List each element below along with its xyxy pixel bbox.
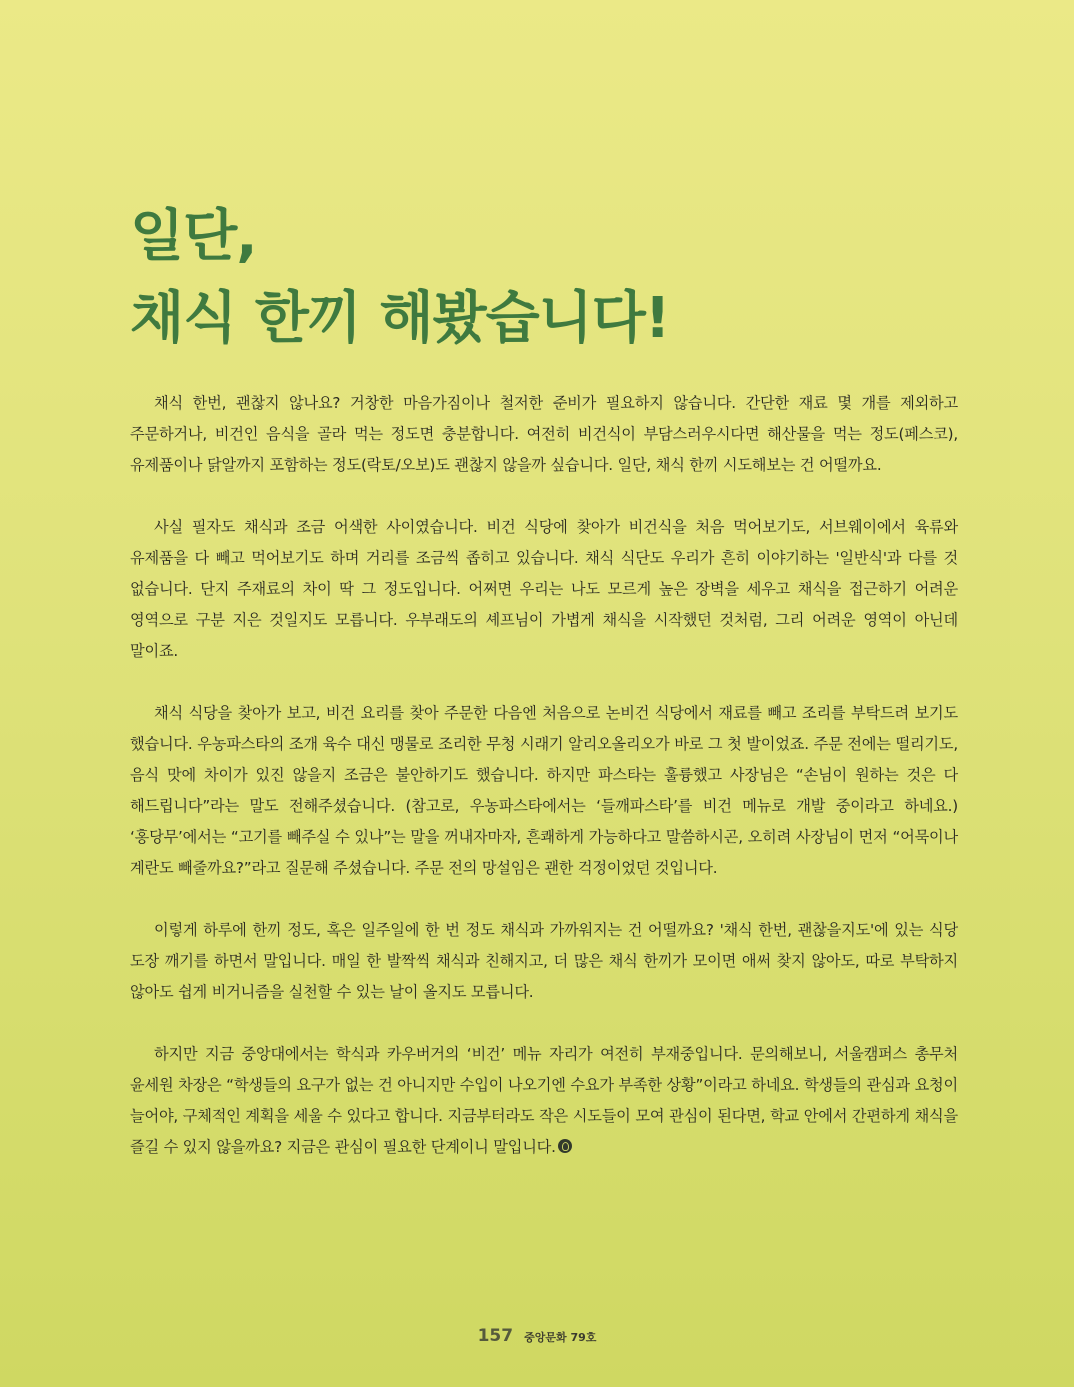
paragraph-1: 채식 한번, 괜찮지 않나요? 거창한 마음가짐이나 철저한 준비가 필요하지 않습니다. 간단한 재료 몇 개를 제외하고 주문하거나, 비건인 음식을 골라 먹는 정도면 충분합니다. 여전히 비건식이 부담스러우시다면 해산물을 먹는 정도(페스코), 유제품이나 닭알까지 포함하는 정도(락토/오보)도 괜찮지 않을까 싶습니다. 일단, 채식 한끼 시도해보는 건 어떨까요. xyxy=(130,394,958,474)
headline-line-1: 일단, xyxy=(130,204,257,269)
paragraph-4: 이렇게 하루에 한끼 정도, 혹은 일주일에 한 번 정도 채식과 가까워지는 건 어떨까요? '채식 한번, 괜찮을지도'에 있는 식당 도장 깨기를 하면서 말입니다. 매일 한 발짝씩 채식과 친해지고, 더 많은 채식 한끼가 모이면 애써 찾지 않아도, 따로 부탁하지 않아도 쉽게 비거니즘을 실천할 수 있는 날이 올지도 모릅니다. xyxy=(130,921,958,1001)
end-mark-icon xyxy=(558,1139,572,1153)
article-headline xyxy=(130,196,669,360)
page-number: 157 xyxy=(477,1326,514,1346)
magazine-issue: 중앙문화 79호 xyxy=(524,1331,597,1344)
headline-line-2: 채식 한끼 해봤습니다! xyxy=(130,286,670,351)
paragraph-5 xyxy=(130,1039,958,1163)
paragraph-2: 사실 필자도 채식과 조금 어색한 사이였습니다. 비건 식당에 찾아가 비건식을 처음 먹어보기도, 서브웨이에서 육류와 유제품을 다 빼고 먹어보기도 하며 거리를 조금씩 좁히고 있습니다. 채식 식단도 우리가 흔히 이야기하는 '일반식'과 다를 것 없습니다. 단지 주재료의 차이 딱 그 정도입니다. 어쩌면 우리는 나도 모르게 높은 장벽을 세우고 채식을 접근하기 어려운 영역으로 구분 지은 것일지도 모릅니다. 우부래도의 셰프님이 가볍게 채식을 시작했던 것처럼, 그리 어려운 영역이 아닌데 말이죠. xyxy=(130,518,958,660)
article-body xyxy=(130,388,958,1194)
page-footer xyxy=(0,1326,1074,1346)
paragraph-3: 채식 식당을 찾아가 보고, 비건 요리를 찾아 주문한 다음엔 처음으로 논비건 식당에서 재료를 빼고 조리를 부탁드려 보기도 했습니다. 우농파스타의 조개 육수 대신 맹물로 조리한 무청 시래기 알리오올리오가 바로 그 첫 발이었죠. 주문 전에는 떨리기도, 음식 맛에 차이가 있진 않을지 조금은 불안하기도 했습니다. 하지만 파스타는 훌륭했고 사장님은 “손님이 원하는 것은 다 해드립니다”라는 말도 전해주셨습니다. (참고로, 우농파스타에서는 ‘들깨파스타’를 비건 메뉴로 개발 중이라고 하네요.) ‘홍당무’에서는 “고기를 빼주실 수 있나”는 말을 꺼내자마자, 흔쾌하게 가능하다고 말씀하시곤, 오히려 사장님이 먼저 “어묵이나 계란도 빼줄까요?”라고 질문해 주셨습니다. 주문 전의 망설임은 괜한 걱정이었던 것입니다. xyxy=(130,704,958,877)
paragraph-5-text: 하지만 지금 중앙대에서는 학식과 카우버거의 ‘비건’ 메뉴 자리가 여전히 부재중입니다. 문의해보니, 서울캠퍼스 총무처 윤세원 차장은 “학생들의 요구가 없는 건 아니지만 수입이 나오기엔 수요가 부족한 상황”이라고 하네요. 학생들의 관심과 요청이 늘어야, 구체적인 계획을 세울 수 있다고 합니다. 지금부터라도 작은 시도들이 모여 관심이 된다면, 학교 안에서 간편하게 채식을 즐길 수 있지 않을까요? 지금은 관심이 필요한 단계이니 말입니다. xyxy=(130,1045,958,1156)
